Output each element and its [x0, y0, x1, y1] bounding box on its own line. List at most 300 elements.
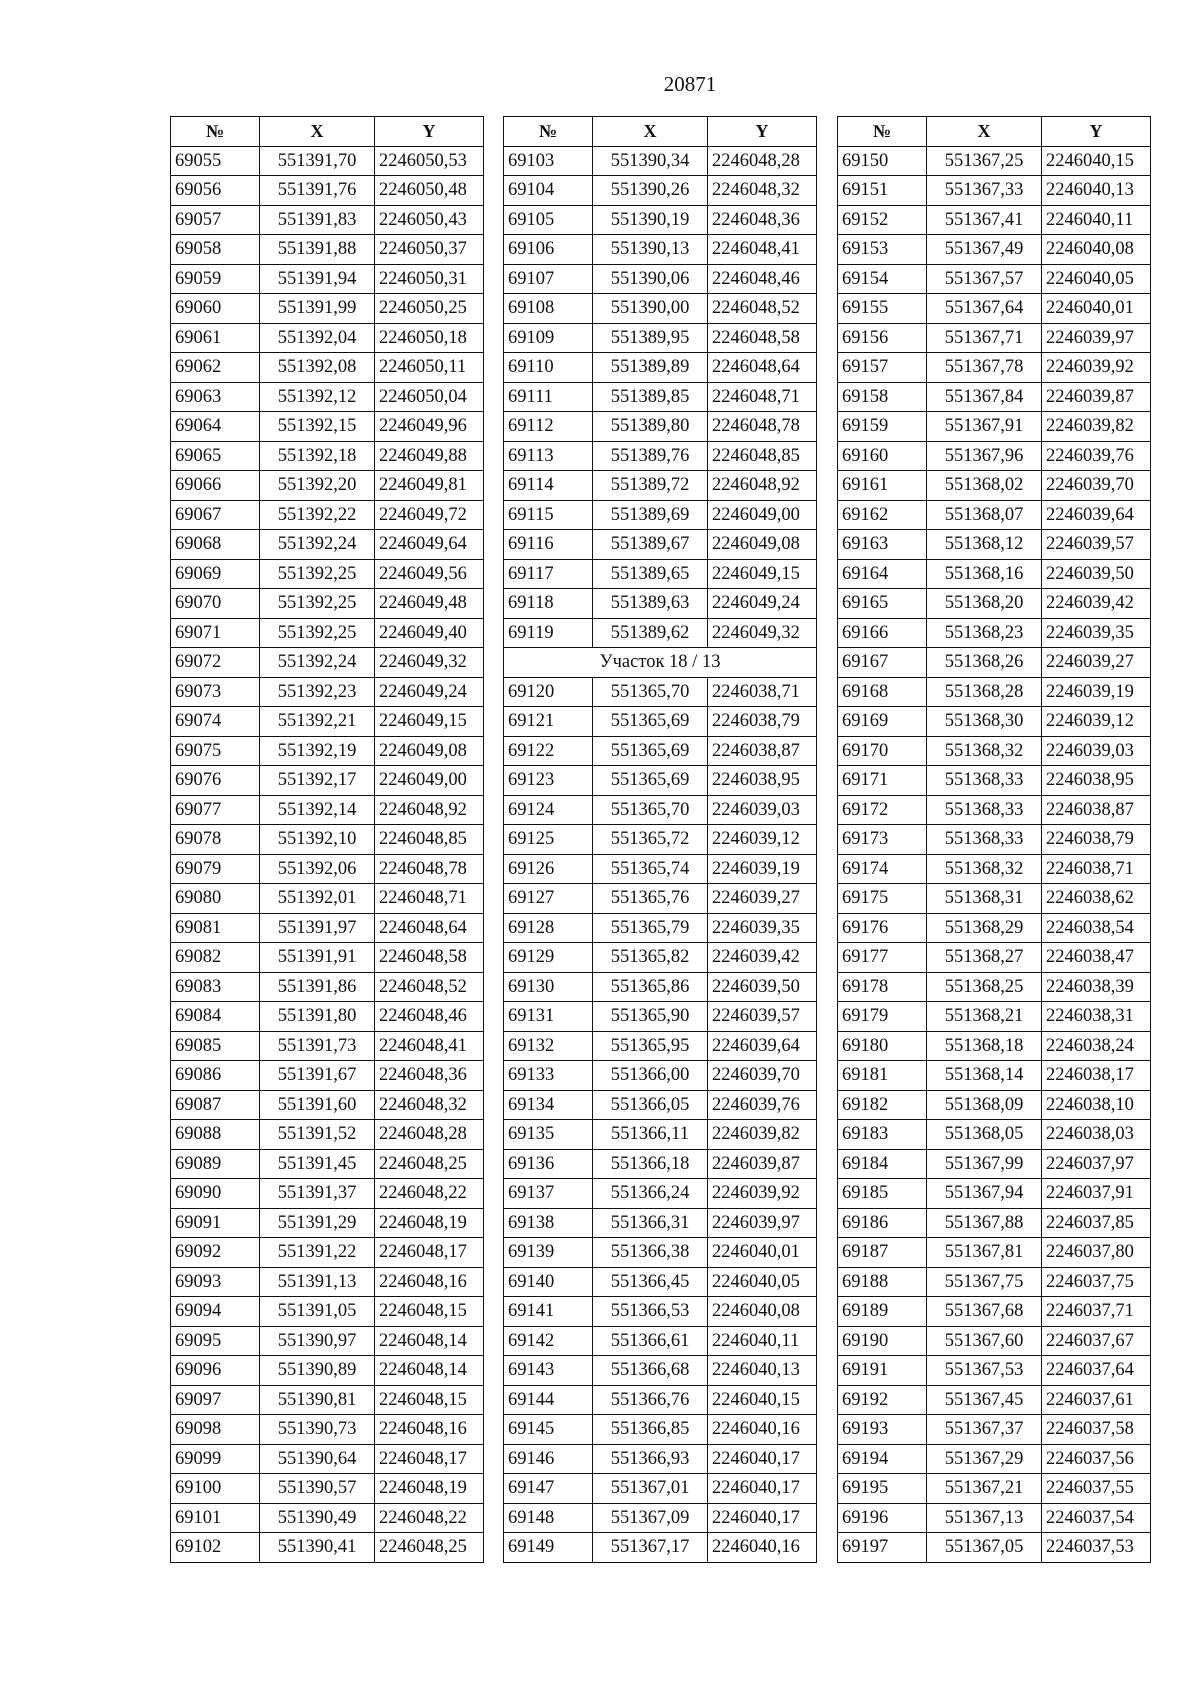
table-row: [504, 559, 817, 589]
cell-number: 69174: [838, 854, 927, 884]
cell-x: 551365,72: [593, 825, 708, 855]
cell-number: 69089: [171, 1149, 260, 1179]
table-header-row: [504, 117, 817, 147]
cell-number: 69152: [838, 205, 927, 235]
cell-number: 69143: [504, 1356, 593, 1386]
cell-y: 2246038,24: [1042, 1031, 1151, 1061]
table-row: [504, 854, 817, 884]
cell-x: 551367,21: [927, 1474, 1042, 1504]
cell-number: 69101: [171, 1503, 260, 1533]
table-row: [504, 825, 817, 855]
cell-y: 2246040,16: [708, 1533, 817, 1563]
table-row: [171, 146, 484, 176]
cell-x: 551391,88: [260, 235, 375, 265]
cell-x: 551392,06: [260, 854, 375, 884]
cell-y: 2246039,76: [1042, 441, 1151, 471]
table-row: [171, 854, 484, 884]
table-row: [504, 1002, 817, 1032]
cell-number: 69155: [838, 294, 927, 324]
cell-x: 551367,45: [927, 1385, 1042, 1415]
cell-x: 551389,76: [593, 441, 708, 471]
cell-number: 69119: [504, 618, 593, 648]
cell-x: 551391,76: [260, 176, 375, 206]
cell-number: 69189: [838, 1297, 927, 1327]
cell-number: 69103: [504, 146, 593, 176]
cell-y: 2246040,17: [708, 1503, 817, 1533]
cell-x: 551368,21: [927, 1002, 1042, 1032]
cell-number: 69193: [838, 1415, 927, 1445]
cell-number: 69166: [838, 618, 927, 648]
cell-x: 551389,89: [593, 353, 708, 383]
cell-number: 69168: [838, 677, 927, 707]
table-row: [171, 1149, 484, 1179]
cell-number: 69153: [838, 235, 927, 265]
cell-y: 2246040,01: [1042, 294, 1151, 324]
cell-y: 2246048,46: [375, 1002, 484, 1032]
cell-number: 69160: [838, 441, 927, 471]
header-number: №: [838, 117, 927, 147]
table-row: [504, 146, 817, 176]
table-row: [838, 825, 1151, 855]
cell-number: 69196: [838, 1503, 927, 1533]
cell-x: 551368,33: [927, 825, 1042, 855]
table-row: [171, 1326, 484, 1356]
cell-y: 2246037,58: [1042, 1415, 1151, 1445]
cell-y: 2246040,08: [708, 1297, 817, 1327]
cell-y: 2246039,70: [1042, 471, 1151, 501]
cell-y: 2246048,71: [375, 884, 484, 914]
cell-x: 551391,29: [260, 1208, 375, 1238]
table-row: [838, 559, 1151, 589]
cell-x: 551367,64: [927, 294, 1042, 324]
cell-x: 551391,73: [260, 1031, 375, 1061]
cell-y: 2246048,52: [708, 294, 817, 324]
cell-x: 551392,01: [260, 884, 375, 914]
cell-number: 69154: [838, 264, 927, 294]
cell-x: 551365,70: [593, 677, 708, 707]
cell-x: 551368,31: [927, 884, 1042, 914]
cell-number: 69127: [504, 884, 593, 914]
cell-y: 2246049,24: [375, 677, 484, 707]
table-row: [504, 176, 817, 206]
cell-number: 69106: [504, 235, 593, 265]
table-row: [504, 471, 817, 501]
cell-number: 69167: [838, 648, 927, 678]
table-row: [504, 618, 817, 648]
cell-x: 551368,33: [927, 795, 1042, 825]
cell-number: 69140: [504, 1267, 593, 1297]
cell-y: 2246049,00: [708, 500, 817, 530]
cell-x: 551392,04: [260, 323, 375, 353]
cell-number: 69090: [171, 1179, 260, 1209]
cell-x: 551365,69: [593, 736, 708, 766]
cell-y: 2246049,24: [708, 589, 817, 619]
cell-x: 551366,76: [593, 1385, 708, 1415]
table-row: [171, 795, 484, 825]
cell-x: 551365,95: [593, 1031, 708, 1061]
cell-x: 551391,67: [260, 1061, 375, 1091]
cell-x: 551367,57: [927, 264, 1042, 294]
cell-y: 2246039,35: [1042, 618, 1151, 648]
table-row: [838, 294, 1151, 324]
table-row: [838, 471, 1151, 501]
cell-y: 2246039,97: [1042, 323, 1151, 353]
cell-x: 551366,85: [593, 1415, 708, 1445]
cell-number: 69074: [171, 707, 260, 737]
cell-y: 2246048,22: [375, 1179, 484, 1209]
cell-number: 69128: [504, 913, 593, 943]
cell-number: 69130: [504, 972, 593, 1002]
cell-number: 69070: [171, 589, 260, 619]
cell-y: 2246038,87: [708, 736, 817, 766]
cell-y: 2246039,50: [1042, 559, 1151, 589]
table-row: [504, 1061, 817, 1091]
cell-x: 551366,05: [593, 1090, 708, 1120]
table-row: [171, 884, 484, 914]
table-row: [838, 1238, 1151, 1268]
cell-number: 69180: [838, 1031, 927, 1061]
cell-y: 2246048,58: [708, 323, 817, 353]
cell-number: 69133: [504, 1061, 593, 1091]
cell-y: 2246049,32: [375, 648, 484, 678]
cell-number: 69178: [838, 972, 927, 1002]
cell-number: 69141: [504, 1297, 593, 1327]
cell-x: 551366,93: [593, 1444, 708, 1474]
cell-number: 69135: [504, 1120, 593, 1150]
cell-number: 69107: [504, 264, 593, 294]
cell-number: 69084: [171, 1002, 260, 1032]
cell-y: 2246048,28: [708, 146, 817, 176]
cell-number: 69192: [838, 1385, 927, 1415]
cell-x: 551366,61: [593, 1326, 708, 1356]
cell-y: 2246039,03: [708, 795, 817, 825]
table-row: [171, 176, 484, 206]
table-row: [504, 235, 817, 265]
table-row: [838, 677, 1151, 707]
cell-x: 551366,45: [593, 1267, 708, 1297]
cell-x: 551365,79: [593, 913, 708, 943]
cell-x: 551389,72: [593, 471, 708, 501]
cell-x: 551368,14: [927, 1061, 1042, 1091]
cell-y: 2246039,87: [1042, 382, 1151, 412]
cell-y: 2246048,85: [708, 441, 817, 471]
cell-x: 551389,62: [593, 618, 708, 648]
cell-number: 69159: [838, 412, 927, 442]
cell-x: 551391,37: [260, 1179, 375, 1209]
cell-y: 2246049,40: [375, 618, 484, 648]
cell-y: 2246040,15: [1042, 146, 1151, 176]
cell-y: 2246049,15: [708, 559, 817, 589]
table-row: [504, 1356, 817, 1386]
cell-y: 2246039,87: [708, 1149, 817, 1179]
table-row: [504, 530, 817, 560]
cell-number: 69077: [171, 795, 260, 825]
cell-y: 2246038,10: [1042, 1090, 1151, 1120]
table-row: [504, 412, 817, 442]
table-row: [838, 648, 1151, 678]
cell-y: 2246049,32: [708, 618, 817, 648]
cell-number: 69121: [504, 707, 593, 737]
header-number: №: [504, 117, 593, 147]
cell-y: 2246037,91: [1042, 1179, 1151, 1209]
cell-y: 2246048,25: [375, 1149, 484, 1179]
cell-x: 551367,17: [593, 1533, 708, 1563]
cell-y: 2246048,32: [375, 1090, 484, 1120]
cell-number: 69173: [838, 825, 927, 855]
cell-y: 2246049,88: [375, 441, 484, 471]
cell-x: 551392,21: [260, 707, 375, 737]
table-row: [838, 205, 1151, 235]
table-row: [838, 1533, 1151, 1563]
cell-y: 2246048,16: [375, 1415, 484, 1445]
cell-number: 69068: [171, 530, 260, 560]
cell-x: 551368,02: [927, 471, 1042, 501]
cell-number: 69186: [838, 1208, 927, 1238]
table-row: [838, 176, 1151, 206]
cell-number: 69075: [171, 736, 260, 766]
cell-number: 69197: [838, 1533, 927, 1563]
cell-y: 2246048,17: [375, 1238, 484, 1268]
cell-x: 551392,22: [260, 500, 375, 530]
table-row: [171, 1356, 484, 1386]
cell-y: 2246039,03: [1042, 736, 1151, 766]
cell-number: 69099: [171, 1444, 260, 1474]
cell-number: 69170: [838, 736, 927, 766]
cell-x: 551391,86: [260, 972, 375, 1002]
cell-x: 551392,17: [260, 766, 375, 796]
cell-x: 551367,78: [927, 353, 1042, 383]
cell-y: 2246039,42: [708, 943, 817, 973]
table-row: [838, 1061, 1151, 1091]
cell-number: 69181: [838, 1061, 927, 1091]
table-row: [504, 323, 817, 353]
cell-number: 69179: [838, 1002, 927, 1032]
table-row: [171, 1120, 484, 1150]
cell-number: 69146: [504, 1444, 593, 1474]
cell-number: 69169: [838, 707, 927, 737]
cell-y: 2246040,13: [1042, 176, 1151, 206]
cell-number: 69139: [504, 1238, 593, 1268]
cell-y: 2246040,05: [1042, 264, 1151, 294]
cell-number: 69158: [838, 382, 927, 412]
cell-x: 551389,69: [593, 500, 708, 530]
table-row: [171, 294, 484, 324]
cell-x: 551368,32: [927, 854, 1042, 884]
header-x: X: [593, 117, 708, 147]
cell-number: 69062: [171, 353, 260, 383]
cell-x: 551390,97: [260, 1326, 375, 1356]
table-row: [171, 1533, 484, 1563]
coordinate-table: [837, 116, 1151, 1563]
cell-number: 69171: [838, 766, 927, 796]
cell-number: 69172: [838, 795, 927, 825]
cell-y: 2246048,15: [375, 1297, 484, 1327]
cell-number: 69087: [171, 1090, 260, 1120]
cell-number: 69190: [838, 1326, 927, 1356]
cell-x: 551365,86: [593, 972, 708, 1002]
table-row: [171, 913, 484, 943]
cell-number: 69165: [838, 589, 927, 619]
table-row: [171, 500, 484, 530]
cell-x: 551365,76: [593, 884, 708, 914]
cell-number: 69113: [504, 441, 593, 471]
table-row: [838, 884, 1151, 914]
cell-number: 69066: [171, 471, 260, 501]
cell-x: 551391,60: [260, 1090, 375, 1120]
cell-number: 69132: [504, 1031, 593, 1061]
cell-y: 2246039,42: [1042, 589, 1151, 619]
table-row: [504, 943, 817, 973]
table-row: [838, 1090, 1151, 1120]
table-row: [504, 589, 817, 619]
cell-y: 2246050,18: [375, 323, 484, 353]
cell-x: 551389,63: [593, 589, 708, 619]
cell-y: 2246040,16: [708, 1415, 817, 1445]
cell-number: 69131: [504, 1002, 593, 1032]
table-row: [171, 618, 484, 648]
table-row: [838, 1474, 1151, 1504]
table-row: [838, 1267, 1151, 1297]
cell-y: 2246039,50: [708, 972, 817, 1002]
table-header-row: [838, 117, 1151, 147]
cell-y: 2246050,25: [375, 294, 484, 324]
table-row: [171, 1267, 484, 1297]
table-row: [171, 972, 484, 1002]
cell-y: 2246039,76: [708, 1090, 817, 1120]
cell-x: 551367,13: [927, 1503, 1042, 1533]
cell-y: 2246039,35: [708, 913, 817, 943]
table-row: [838, 1444, 1151, 1474]
cell-number: 69177: [838, 943, 927, 973]
cell-number: 69110: [504, 353, 593, 383]
cell-y: 2246049,08: [375, 736, 484, 766]
cell-x: 551365,82: [593, 943, 708, 973]
cell-x: 551367,29: [927, 1444, 1042, 1474]
page-number: 20871: [663, 72, 717, 96]
cell-x: 551392,25: [260, 559, 375, 589]
cell-number: 69058: [171, 235, 260, 265]
cell-y: 2246040,11: [1042, 205, 1151, 235]
cell-number: 69126: [504, 854, 593, 884]
cell-x: 551392,08: [260, 353, 375, 383]
cell-y: 2246040,01: [708, 1238, 817, 1268]
cell-x: 551368,23: [927, 618, 1042, 648]
cell-number: 69115: [504, 500, 593, 530]
table-row: [838, 530, 1151, 560]
cell-x: 551368,16: [927, 559, 1042, 589]
cell-y: 2246040,17: [708, 1444, 817, 1474]
table-row: [504, 382, 817, 412]
header-number: №: [171, 117, 260, 147]
cell-y: 2246048,25: [375, 1533, 484, 1563]
cell-x: 551390,00: [593, 294, 708, 324]
cell-number: 69163: [838, 530, 927, 560]
cell-x: 551392,25: [260, 618, 375, 648]
cell-y: 2246048,41: [708, 235, 817, 265]
cell-number: 69188: [838, 1267, 927, 1297]
cell-number: 69063: [171, 382, 260, 412]
table-row: [838, 264, 1151, 294]
cell-x: 551390,49: [260, 1503, 375, 1533]
cell-number: 69060: [171, 294, 260, 324]
cell-y: 2246048,36: [708, 205, 817, 235]
table-row: [838, 412, 1151, 442]
cell-y: 2246040,08: [1042, 235, 1151, 265]
cell-number: 69164: [838, 559, 927, 589]
cell-x: 551367,81: [927, 1238, 1042, 1268]
cell-y: 2246038,71: [1042, 854, 1151, 884]
cell-number: 69112: [504, 412, 593, 442]
cell-y: 2246037,97: [1042, 1149, 1151, 1179]
cell-y: 2246048,32: [708, 176, 817, 206]
cell-number: 69095: [171, 1326, 260, 1356]
table-row: [171, 1238, 484, 1268]
table-row: [504, 500, 817, 530]
cell-y: 2246039,64: [708, 1031, 817, 1061]
cell-y: 2246048,19: [375, 1474, 484, 1504]
cell-x: 551390,13: [593, 235, 708, 265]
table-row: [171, 1297, 484, 1327]
cell-x: 551368,09: [927, 1090, 1042, 1120]
table-row: [171, 1415, 484, 1445]
cell-x: 551365,70: [593, 795, 708, 825]
header-y: Y: [708, 117, 817, 147]
cell-x: 551389,95: [593, 323, 708, 353]
cell-y: 2246049,72: [375, 500, 484, 530]
table-row: [171, 235, 484, 265]
cell-x: 551389,65: [593, 559, 708, 589]
cell-number: 69100: [171, 1474, 260, 1504]
cell-number: 69096: [171, 1356, 260, 1386]
cell-y: 2246039,19: [1042, 677, 1151, 707]
cell-y: 2246038,71: [708, 677, 817, 707]
cell-number: 69109: [504, 323, 593, 353]
cell-x: 551366,11: [593, 1120, 708, 1150]
cell-y: 2246048,41: [375, 1031, 484, 1061]
cell-y: 2246037,55: [1042, 1474, 1151, 1504]
cell-y: 2246039,27: [708, 884, 817, 914]
cell-number: 69088: [171, 1120, 260, 1150]
cell-x: 551365,74: [593, 854, 708, 884]
cell-x: 551389,80: [593, 412, 708, 442]
table-row: [504, 1149, 817, 1179]
table-row: [171, 1179, 484, 1209]
table-row: [171, 1061, 484, 1091]
cell-y: 2246048,14: [375, 1356, 484, 1386]
table-row: [838, 1415, 1151, 1445]
cell-y: 2246039,82: [1042, 412, 1151, 442]
cell-x: 551392,14: [260, 795, 375, 825]
table-row: [504, 795, 817, 825]
header-y: Y: [1042, 117, 1151, 147]
cell-y: 2246038,79: [708, 707, 817, 737]
cell-y: 2246050,53: [375, 146, 484, 176]
cell-y: 2246049,64: [375, 530, 484, 560]
cell-x: 551368,07: [927, 500, 1042, 530]
table-row: [838, 1179, 1151, 1209]
cell-number: 69092: [171, 1238, 260, 1268]
table-row: [504, 913, 817, 943]
cell-number: 69067: [171, 500, 260, 530]
cell-y: 2246048,28: [375, 1120, 484, 1150]
cell-y: 2246049,48: [375, 589, 484, 619]
cell-number: 69142: [504, 1326, 593, 1356]
cell-number: 69161: [838, 471, 927, 501]
table-row: [504, 972, 817, 1002]
table-row: [171, 1090, 484, 1120]
cell-x: 551367,09: [593, 1503, 708, 1533]
section-title: Участок 18 / 13: [504, 648, 817, 678]
